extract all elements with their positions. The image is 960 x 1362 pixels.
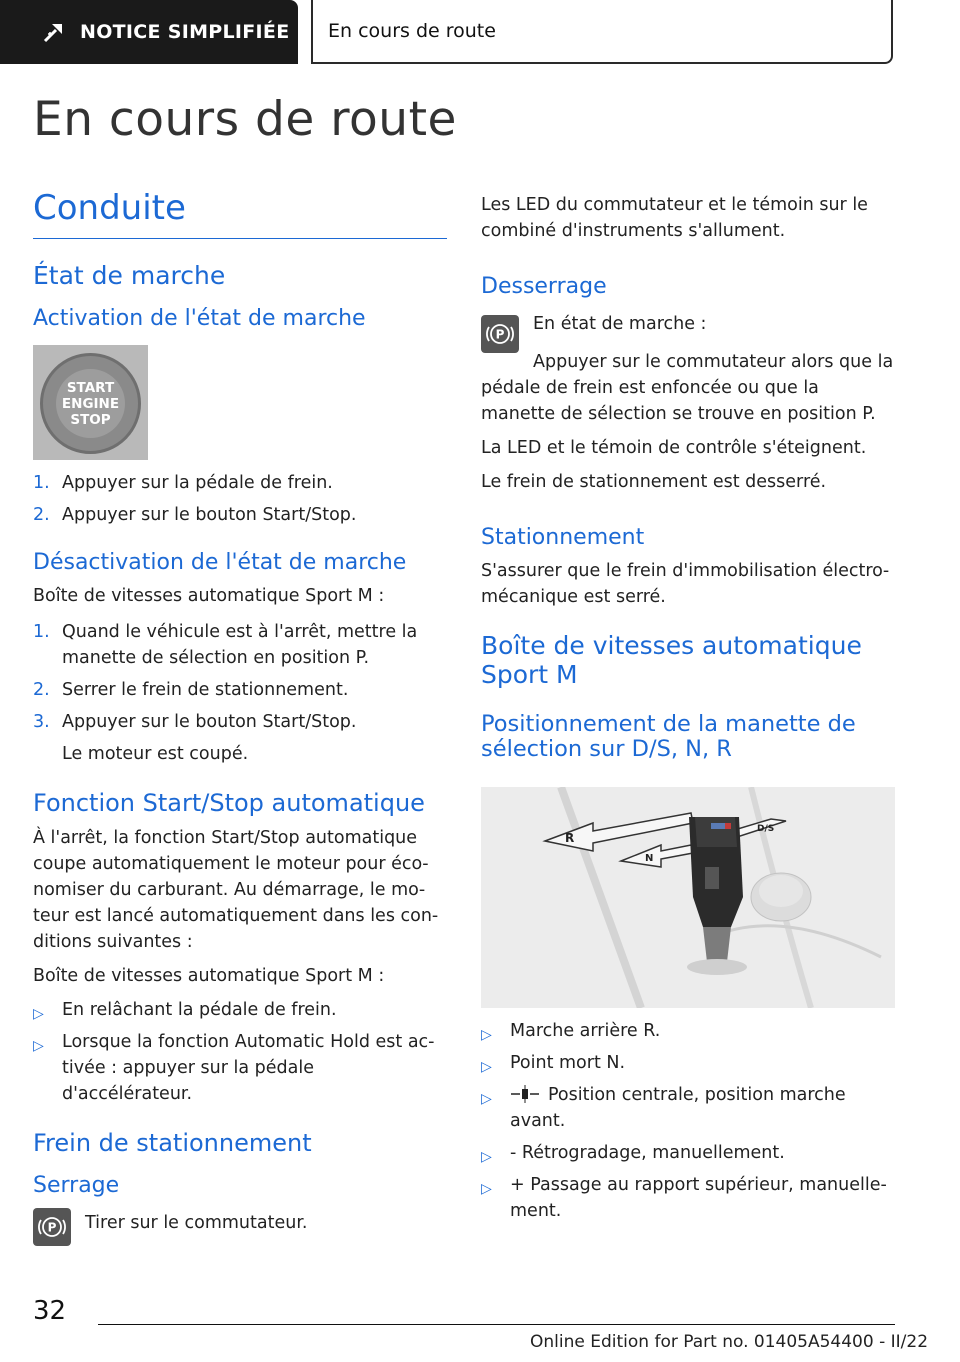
activation-steps	[33, 470, 447, 528]
bullet-triangle-icon: ▷	[481, 1181, 492, 1198]
button-text-stop: STOP	[70, 411, 111, 428]
step-number: 3.	[33, 712, 50, 732]
step-number: 2.	[33, 680, 50, 700]
heading-serrage: Serrage	[33, 1173, 120, 1198]
startstop-intro: Boîte de vitesses automatique Sport M :	[33, 966, 385, 986]
start-stop-button-image	[33, 345, 148, 460]
list-item	[33, 470, 447, 496]
list-item	[33, 1029, 447, 1107]
list-item	[33, 997, 447, 1023]
bullet-triangle-icon: ▷	[481, 1027, 492, 1044]
footer-divider	[98, 1324, 895, 1325]
step-note: Le moteur est coupé.	[62, 744, 249, 764]
desactivation-steps	[33, 619, 447, 767]
heading-stationnement: Stationnement	[481, 525, 645, 550]
gear-shift-icon	[510, 1085, 540, 1103]
bullet-triangle-icon: ▷	[33, 1038, 44, 1054]
desactivation-intro: Boîte de vitesses automatique Sport M :	[33, 586, 385, 606]
bullet-triangle-icon: ▷	[481, 1149, 492, 1166]
section-title-conduite: Conduite	[33, 188, 447, 239]
gear-selector-image	[481, 787, 895, 1008]
step-text: Appuyer sur le bouton Start/Stop.	[62, 712, 357, 732]
desserrage-line3: La LED et le témoin de contrôle s'éteignent.	[481, 438, 867, 458]
list-item	[33, 709, 447, 767]
serrage-row	[33, 1208, 447, 1246]
list-item	[481, 1140, 897, 1166]
startstop-bullets	[33, 997, 447, 1107]
bullet-text: + Passage au rapport supérieur, manuellement.	[510, 1175, 887, 1222]
bullet-triangle-icon: ▷	[33, 1006, 44, 1022]
heading-startstop: Fonction Start/Stop automatique	[33, 789, 425, 817]
bullet-text: Marche arrière R.	[510, 1021, 661, 1042]
tab-en-cours-de-route[interactable]	[311, 0, 893, 64]
page-title: En cours de route	[33, 92, 457, 147]
heading-desserrage: Desserrage	[481, 274, 607, 299]
led-text: Les LED du commutateur et le témoin sur le combiné d'instruments s'allument.	[481, 195, 868, 241]
right-column	[481, 180, 897, 1224]
page-number: 32	[33, 1296, 67, 1326]
bullet-triangle-icon: ▷	[481, 1059, 492, 1076]
bullet-triangle-icon: ▷	[481, 1091, 492, 1108]
arrow-icon	[42, 20, 66, 44]
bullet-text: Lorsque la fonction Automatic Hold est activée : appuyer sur la pédale d'accélérateur.	[62, 1032, 435, 1104]
button-ring	[40, 353, 141, 454]
step-text: Quand le véhicule est à l'arrêt, mettre la manette de sélection en position P.	[62, 622, 418, 668]
heading-activation: Activation de l'état de marche	[33, 306, 366, 331]
desserrage-line2: Appuyer sur le commutateur alors que la pédale de frein est enfoncée ou que la manette de sélection se trouve en position P.	[481, 352, 894, 424]
step-text: Appuyer sur la pédale de frein.	[62, 473, 333, 493]
footer-edition: Online Edition for Part no. 01405A54400 - II/22	[530, 1332, 929, 1352]
serrage-text: Tirer sur le commutateur.	[85, 1213, 308, 1233]
heading-boite: Boîte de vitesses automatique Sport M	[481, 631, 862, 689]
header-bar	[0, 0, 960, 66]
step-number: 2.	[33, 505, 50, 525]
heading-frein: Frein de stationnement	[33, 1129, 312, 1157]
button-text-start: START	[66, 379, 115, 396]
left-column	[33, 180, 447, 1246]
tab-secondary-label: En cours de route	[328, 20, 496, 42]
button-face	[56, 369, 125, 438]
svg-text:P: P	[495, 327, 505, 342]
button-text-engine: ENGINE	[61, 395, 120, 412]
step-text: Serrer le frein de stationnement.	[62, 680, 349, 700]
startstop-text: À l'arrêt, la fonction Start/Stop automatique coupe automatiquement le moteur pour économiser du carburant. Au démarrage, le moteur est lancé automatiquement dans les conditions suivantes :	[33, 828, 439, 952]
step-text: Appuyer sur le bouton Start/Stop.	[62, 505, 357, 525]
desserrage-line4: Le frein de stationnement est desserré.	[481, 472, 827, 492]
list-item	[481, 1018, 897, 1044]
bullet-text: Point mort N.	[510, 1053, 626, 1074]
svg-text:P: P	[47, 1220, 57, 1235]
tab-notice-simplifiee[interactable]	[0, 0, 298, 64]
heading-position: Positionnement de la manette de sélection sur D/S, N, R	[481, 710, 856, 763]
tab-primary-label: NOTICE SIMPLIFIÉE	[80, 21, 290, 43]
gear-label-r: R	[565, 831, 575, 846]
list-item	[481, 1050, 897, 1076]
list-item	[33, 619, 447, 671]
desserrage-row	[481, 315, 897, 353]
list-item	[481, 1082, 897, 1134]
parking-brake-icon	[33, 1208, 71, 1246]
gear-label-n: N	[645, 853, 654, 865]
step-number: 1.	[33, 622, 50, 642]
gear-bullets	[481, 1018, 897, 1224]
bullet-text: Position centrale, position marche avant.	[510, 1085, 846, 1132]
step-number: 1.	[33, 473, 50, 493]
parking-brake-icon	[481, 315, 519, 353]
heading-desactivation: Désactivation de l'état de marche	[33, 550, 407, 575]
gear-label-ds: D/S	[757, 824, 775, 835]
bullet-text: - Rétrogradage, manuellement.	[510, 1143, 785, 1164]
stationnement-text: S'assurer que le frein d'immobilisation électromécanique est serré.	[481, 561, 890, 607]
desserrage-line1: En état de marche :	[533, 314, 707, 334]
list-item	[33, 502, 447, 528]
list-item	[481, 1172, 897, 1224]
bullet-text: En relâchant la pédale de frein.	[62, 1000, 337, 1020]
heading-etat-marche: État de marche	[33, 261, 226, 290]
list-item	[33, 677, 447, 703]
